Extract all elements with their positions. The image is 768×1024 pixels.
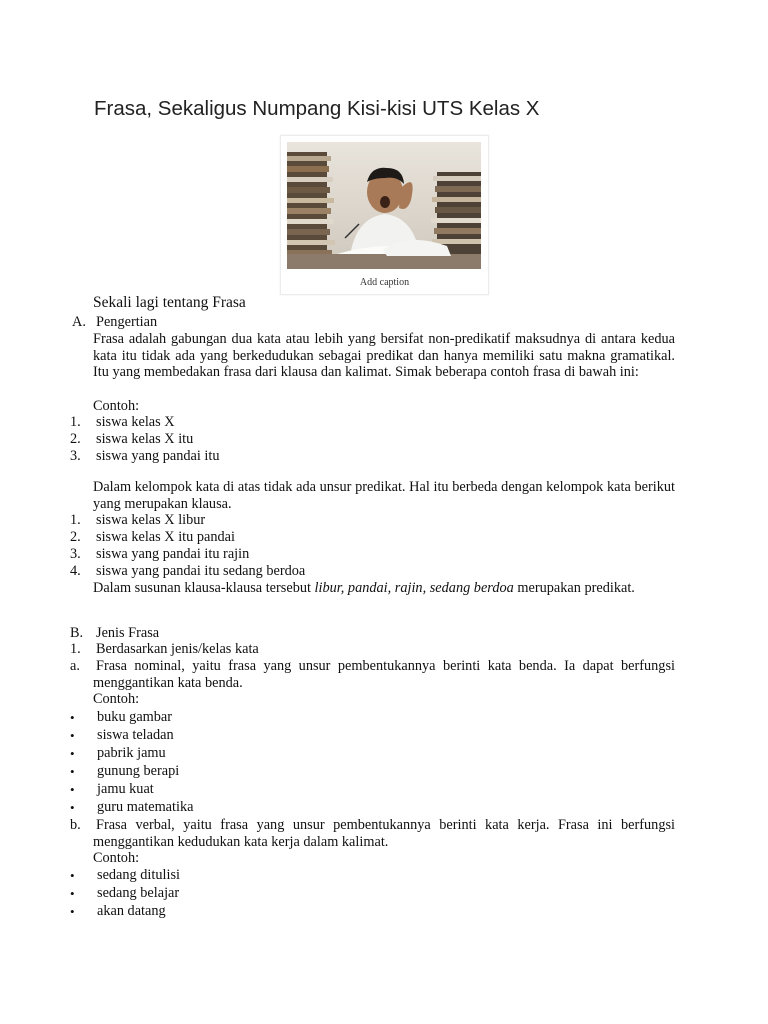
frasa-verbal-paragraph: Frasa verbal, yaitu frasa yang unsur pembentukannya berinti kata kerja. Frasa ini berfungsi menggantikan kedudukan kata kerja dalam kalimat.: [93, 817, 675, 850]
contoh-label: Contoh:: [93, 398, 140, 414]
closing-text-start: Dalam susunan klausa-klausa tersebut: [93, 580, 315, 596]
list-item: siswa yang pandai itu: [96, 448, 220, 464]
list-number: 1.: [70, 512, 81, 528]
page-title: Frasa, Sekaligus Numpang Kisi-kisi UTS Kelas X: [94, 97, 540, 120]
section-b-marker: B.: [70, 625, 84, 641]
bullet-icon: •: [70, 886, 75, 901]
bullet-icon: •: [70, 800, 75, 815]
section-b-heading: Jenis Frasa: [96, 625, 160, 641]
list-item: sedang ditulisi: [97, 867, 180, 883]
list-item: jamu kuat: [97, 781, 154, 797]
list-item: siswa kelas X itu: [96, 431, 194, 447]
list-item: siswa kelas X itu pandai: [96, 529, 235, 545]
list-item: siswa yang pandai itu sedang berdoa: [96, 563, 306, 579]
closing-text-end: merupakan predikat.: [513, 580, 635, 596]
bullet-icon: •: [70, 904, 75, 919]
section-a-marker: A.: [72, 314, 86, 330]
item-b-marker: b.: [70, 817, 81, 833]
closing-text-italic: libur, pandai, rajin, sedang berdoa: [314, 580, 514, 596]
list-number: 4.: [70, 563, 81, 579]
student-with-books-photo: [287, 142, 481, 269]
contoh-label: Contoh:: [93, 691, 140, 707]
subheading: Sekali lagi tentang Frasa: [93, 294, 246, 311]
frasa-nominal-paragraph: Frasa nominal, yaitu frasa yang unsur pembentukannya berinti kata benda. Ia dapat berfungsi menggantikan kata benda.: [93, 658, 675, 691]
list-item: akan datang: [97, 903, 166, 919]
list-item: siswa teladan: [97, 727, 174, 743]
list-item: gunung berapi: [97, 763, 180, 779]
section-a-heading: Pengertian: [96, 314, 158, 330]
image-figure: [280, 135, 489, 295]
list-item: sedang belajar: [97, 885, 180, 901]
contoh-label: Contoh:: [93, 850, 140, 866]
bullet-icon: •: [70, 782, 75, 797]
list-number: 2.: [70, 529, 81, 545]
list-number: 2.: [70, 431, 81, 447]
list-item: siswa kelas X: [96, 414, 175, 430]
bullet-icon: •: [70, 746, 75, 761]
list-item: siswa yang pandai itu rajin: [96, 546, 250, 562]
bullet-icon: •: [70, 764, 75, 779]
bullet-icon: •: [70, 728, 75, 743]
list-number: 1.: [70, 414, 81, 430]
definition-paragraph: Frasa adalah gabungan dua kata atau lebih yang bersifat non-predikatif maksudnya di antara kedua kata itu tidak ada yang berkedudukan sebagai predikat dan hanya memiliki satu makna gramatikal. Itu yang membedakan frasa dari klausa dan kalimat. Simak beberapa contoh frasa di bawah ini:: [93, 331, 675, 381]
list-number: 3.: [70, 448, 81, 464]
image-caption: Add caption: [359, 277, 410, 288]
list-item: siswa kelas X libur: [96, 512, 206, 528]
subsection-heading: Berdasarkan jenis/kelas kata: [96, 641, 259, 657]
list-item: guru matematika: [97, 799, 194, 815]
item-a-marker: a.: [70, 658, 80, 674]
comparison-paragraph: Dalam kelompok kata di atas tidak ada unsur predikat. Hal itu berbeda dengan kelompok kata berikut yang merupakan klausa.: [93, 479, 675, 512]
bullet-icon: •: [70, 868, 75, 883]
list-number: 3.: [70, 546, 81, 562]
subsection-number: 1.: [70, 641, 81, 657]
closing-sentence: [93, 580, 635, 597]
list-item: buku gambar: [97, 709, 173, 725]
bullet-icon: •: [70, 710, 75, 725]
list-item: pabrik jamu: [97, 745, 166, 761]
